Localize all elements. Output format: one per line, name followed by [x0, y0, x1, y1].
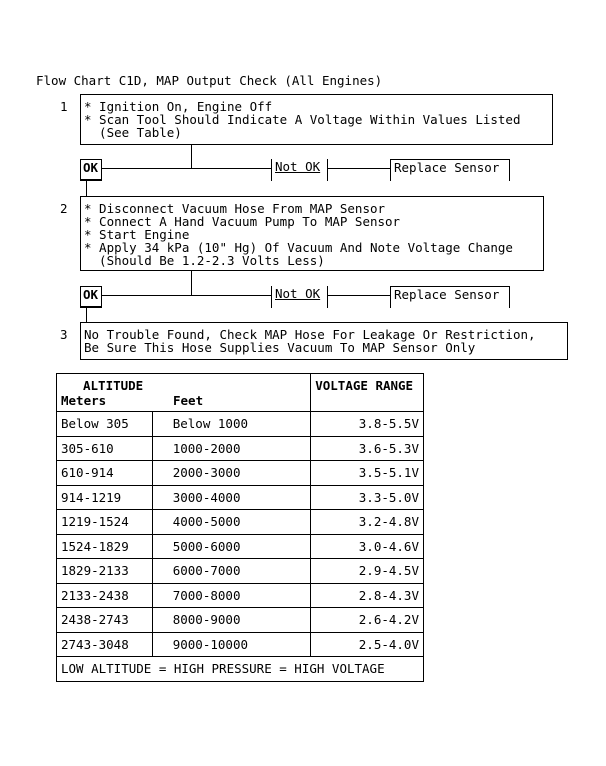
altitude-voltage-table	[56, 373, 424, 682]
not-ok-label: Not OK	[271, 286, 328, 308]
feet-cell: 2000-3000	[152, 461, 311, 486]
voltage-cell: 2.8-4.3V	[311, 583, 424, 608]
step-3-line: Be Sure This Hose Supplies Vacuum To MAP Sensor Only	[84, 340, 476, 355]
meters-cell: 2743-3048	[57, 632, 153, 657]
feet-cell: 8000-9000	[152, 608, 311, 633]
connector-line	[101, 295, 271, 296]
connector-line	[191, 271, 192, 296]
altitude-heading: ALTITUDE	[83, 378, 144, 393]
meters-heading: Meters	[61, 393, 107, 408]
meters-cell: 914-1219	[57, 485, 153, 510]
voltage-cell: 2.6-4.2V	[311, 608, 424, 633]
voltage-cell: 3.3-5.0V	[311, 485, 424, 510]
voltage-cell: 3.8-5.5V	[311, 412, 424, 437]
voltage-cell: 3.2-4.8V	[311, 510, 424, 535]
step-3-box	[80, 322, 568, 360]
table-row	[57, 534, 424, 559]
step-1-line: (See Table)	[84, 125, 182, 140]
table-row	[57, 461, 424, 486]
meters-cell: 610-914	[57, 461, 153, 486]
step-2-box	[80, 196, 544, 271]
feet-cell: 9000-10000	[152, 632, 311, 657]
meters-cell: 2133-2438	[57, 583, 153, 608]
table-header-row	[57, 374, 424, 412]
table-row	[57, 632, 424, 657]
feet-cell: 6000-7000	[152, 559, 311, 584]
step-2-line: * Apply 34 kPa (10" Hg) Of Vacuum And Note Voltage Change	[84, 240, 513, 255]
meters-cell: 2438-2743	[57, 608, 153, 633]
table-footer-note: LOW ALTITUDE = HIGH PRESSURE = HIGH VOLTAGE	[57, 657, 424, 682]
connector-line	[327, 168, 391, 169]
voltage-cell: 3.0-4.6V	[311, 534, 424, 559]
table-row	[57, 412, 424, 437]
table-row	[57, 510, 424, 535]
step-1-line: * Ignition On, Engine Off	[84, 99, 273, 114]
voltage-range-heading: VOLTAGE RANGE	[311, 374, 424, 412]
step-3-number: 3	[60, 327, 68, 342]
step-1-line: * Scan Tool Should Indicate A Voltage Within Values Listed	[84, 112, 521, 127]
step-2-line: * Disconnect Vacuum Hose From MAP Sensor	[84, 201, 386, 216]
feet-cell: 7000-8000	[152, 583, 311, 608]
replace-sensor-label: Replace Sensor	[390, 286, 510, 308]
ok-label: OK	[80, 286, 102, 308]
replace-sensor-label: Replace Sensor	[390, 159, 510, 181]
page-title: Flow Chart C1D, MAP Output Check (All Engines)	[36, 73, 383, 88]
table-footer-row	[57, 657, 424, 682]
step-1-box	[80, 94, 553, 145]
feet-cell: Below 1000	[152, 412, 311, 437]
connector-line	[86, 180, 87, 196]
meters-cell: Below 305	[57, 412, 153, 437]
voltage-cell: 2.9-4.5V	[311, 559, 424, 584]
connector-line	[101, 168, 271, 169]
ok-label: OK	[80, 159, 102, 181]
voltage-cell: 3.6-5.3V	[311, 436, 424, 461]
step-2-line: * Connect A Hand Vacuum Pump To MAP Sensor	[84, 214, 401, 229]
meters-cell: 1524-1829	[57, 534, 153, 559]
step-3-line: No Trouble Found, Check MAP Hose For Leakage Or Restriction,	[84, 327, 536, 342]
table-row	[57, 583, 424, 608]
feet-cell: 4000-5000	[152, 510, 311, 535]
altitude-header	[57, 374, 311, 412]
voltage-cell: 3.5-5.1V	[311, 461, 424, 486]
meters-cell: 305-610	[57, 436, 153, 461]
step-2-number: 2	[60, 201, 68, 216]
connector-line	[86, 307, 87, 323]
meters-cell: 1219-1524	[57, 510, 153, 535]
table-row	[57, 559, 424, 584]
feet-cell: 1000-2000	[152, 436, 311, 461]
step-1-number: 1	[60, 99, 68, 114]
feet-cell: 3000-4000	[152, 485, 311, 510]
not-ok-label: Not OK	[271, 159, 328, 181]
feet-cell: 5000-6000	[152, 534, 311, 559]
voltage-cell: 2.5-4.0V	[311, 632, 424, 657]
feet-heading: Feet	[173, 393, 204, 408]
step-2-line: (Should Be 1.2-2.3 Volts Less)	[84, 253, 325, 268]
connector-line	[191, 145, 192, 169]
step-2-line: * Start Engine	[84, 227, 190, 242]
table-row	[57, 485, 424, 510]
connector-line	[327, 295, 391, 296]
table-row	[57, 436, 424, 461]
meters-cell: 1829-2133	[57, 559, 153, 584]
table-row	[57, 608, 424, 633]
